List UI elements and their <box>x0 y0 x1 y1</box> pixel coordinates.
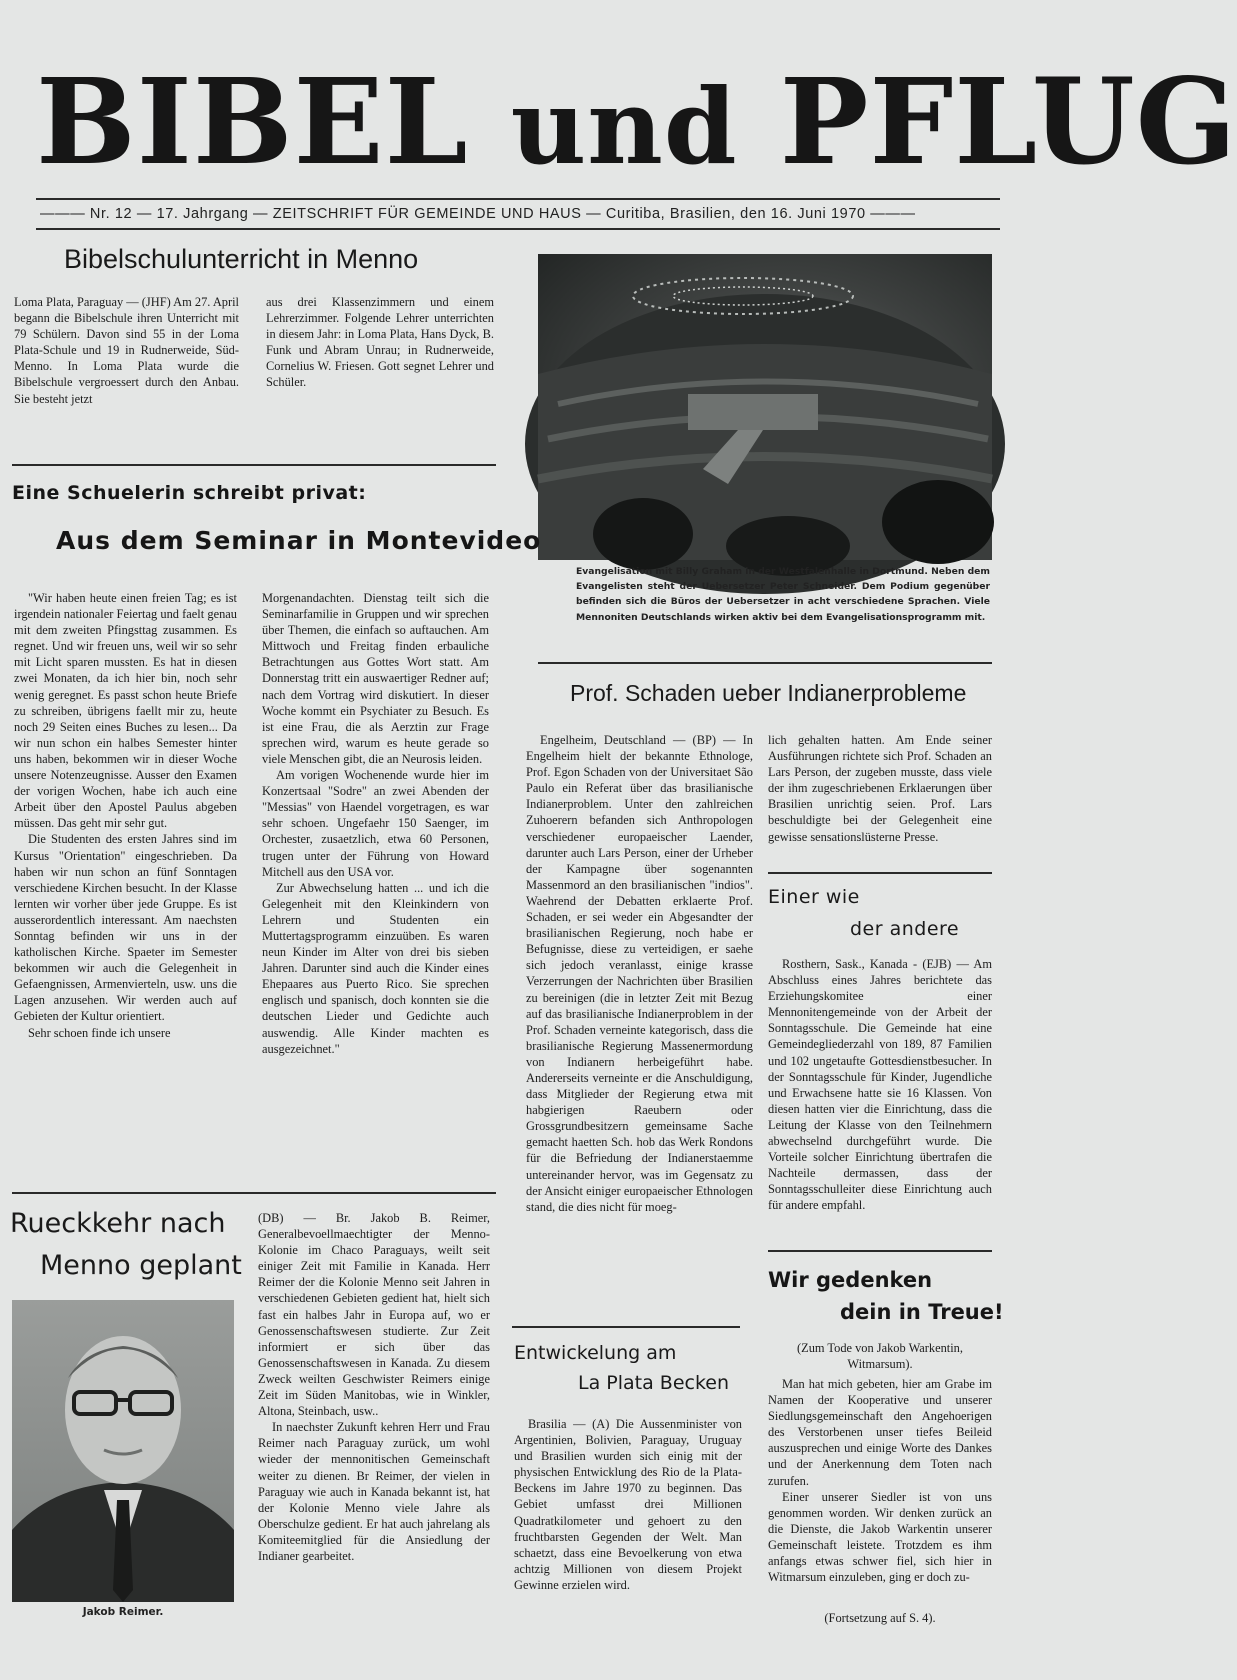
bibelschule-column-2 <box>266 294 494 391</box>
schaden-column-1 <box>526 732 753 1215</box>
laplata-text: Brasilia — (A) Die Aussenminister von Argentinien, Bolivien, Paraguay, Uruguay und Brasilien wurden sich einig mit der physischen Entwicklung des Rio de la Plata-Beckens im Jahre 1970 zu beginnen. Das Gebiet umfasst drei Millionen Quadratkilometer und gehoert zu den fruchtbarsten Gegenden der Welt. Man schaetzt, dass eine Bevoelkerung von etwa achtzig Millionen von diesem Projekt Gewinne erzielen wird. <box>514 1417 742 1592</box>
headline-einer-line1: Einer wie <box>768 886 860 908</box>
gedenken-subhead: (Zum Tode von Jakob Warkentin, Witmarsum). <box>797 1341 963 1372</box>
seminar-paragraph-2: Die Studenten des ersten Jahres sind im Kursus "Orientation" eingeschrieben. Da haben wir nun schon an fünf Sonntagen verschiedene Kirchen besucht. In der Klasse lernten wir vorher über jede Gruppe. Es ist ausserordentlich interessant. Am naechsten Sonntag befinden wir uns in der katholischen Kirche. Spaeter im Semester bekommen wir auch die Gelegenheit in Gefaengnissen, Armenvierteln, usw. uns die Lagen anzusehen. Wir werden auch auf Gebieten der Kultur orientiert. <box>14 832 237 1024</box>
laplata-column <box>514 1416 742 1593</box>
headline-rueckkehr-line1: Rueckkehr nach <box>10 1208 226 1239</box>
separator-caption <box>538 662 992 664</box>
photo-jakob-reimer <box>12 1300 234 1602</box>
headline-laplata-line1: Entwickelung am <box>514 1342 677 1364</box>
masthead-title-pflug: PFLUG <box>779 52 1237 191</box>
headline-laplata-line2: La Plata Becken <box>578 1372 730 1394</box>
issue-line: ——— Nr. 12 — 17. Jahrgang — ZEITSCHRIFT FÜR GEMEINDE UND HAUS — Curitiba, Brasilien, den 16. Juni 1970 ——— <box>40 206 916 222</box>
masthead-rule-top <box>36 198 1000 200</box>
headline-gedenken-line1: Wir gedenken <box>768 1268 933 1292</box>
masthead-title-bibel: BIBEL <box>36 52 469 191</box>
caption-billy-graham: Evangelisation mit Billy Graham in der Westfalenhalle in Dortmund. Neben dem Evangelisten steht der Uebersetzer Peter Schneider. Dem Podium gegenüber befinden sich die Büros der Uebersetzer in acht verschiedene Sprachen. Viele Mennoniten Deutschlands wirken aktiv bei dem Evangelisationsprogramm mit. <box>576 566 990 623</box>
headline-bibelschule: Bibelschulunterricht in Menno <box>64 244 419 274</box>
headline-schaden: Prof. Schaden ueber Indianerprobleme <box>570 680 967 706</box>
rueckkehr-paragraph-1: (DB) — Br. Jakob B. Reimer, Generalbevoellmaechtigter der Menno-Kolonie im Chaco Paraguays, weilt seit einiger Zeit mit Familie in Kanada. Herr Reimer der die Kolonie Menno seit Jahren in verschiedenen Gebieten gedient hat, hielt sich fast ein halbes Jahr in Europa auf, wo er Genossenschaftswesen studierte. Zur Zeit informiert er sich über das Genossenschaftswesen in Kanada. Zu diesem Zweck weilten Geschwister Reimers einige Zeit im Süden Manitobas, wie in Winkler, Altona, Steinbach, usw.. <box>258 1211 490 1419</box>
einer-text: Rosthern, Sask., Kanada - (EJB) — Am Abschluss eines Jahres berichtete das Erziehungskomitee einer Mennonitengemeinde von der Arbeit der Sonntagsschule. Die Gemeinde hat eine Gemeindegliederzahl von 189, 87 Familien und 102 ungetaufte Gottesdienstbesucher. In der Sonntagsschule für Kinder, Jugendliche und Erwachsene hatte sie 16 Klassen. Von diesen hatten vier die Einrichtung, dass die Leitung der Klasse von den Teilnehmern abwechselnd durchgeführt wurde. Die Vorteile solcher Einrichtung übertrafen die Nachteile dermassen, dass der Sonntagsschulleiter diese Einrichtung auch für andere empfahl. <box>768 957 992 1213</box>
headline-einer-line2: der andere <box>850 918 960 940</box>
gedenken-continued: (Fortsetzung auf S. 4). <box>824 1611 936 1625</box>
bibelschule-text-2: aus drei Klassenzimmern und einem Lehrerzimmer. Folgende Lehrer unterrichten in diesem Jahr: in Loma Plata, Hans Dyck, B. Funk und Abram Unrau; in Rudnerweide, Cornelius W. Friesen. Gott segnet Lehrer und Schüler. <box>266 295 494 390</box>
separator-bibelschule <box>12 464 496 466</box>
masthead-title <box>36 52 1237 191</box>
kicker-seminar: Eine Schuelerin schreibt privat: <box>12 482 367 504</box>
seminar-paragraph-4: Morgenandachten. Dienstag teilt sich die Seminarfamilie in Gruppen und wir sprechen über Themen, die einfach so auftauchen. Am Mittwoch und Freitag finden erbauliche Betrachtungen aus Gottes Wort statt. Am Donnerstag tritt ein auswaertiger Redner auf; nach dem Vortrag wird diskutiert. In dieser Woche kommt ein Psychiater zu Besuch. Es ist eine Frau, die als Aerztin zur Frage sprechen wird, warum es heute gerade so viele Menschen gibt, die an Neurosis leiden. <box>262 591 489 766</box>
gedenken-column <box>768 1376 992 1585</box>
photo-billy-graham-hall <box>538 254 992 560</box>
separator-schaden <box>768 872 992 874</box>
rueckkehr-paragraph-2: In naechster Zukunft kehren Herr und Frau Reimer nach Paraguay zurück, um wohl wieder der mennonitischen Gemeinschaft weiter zu dienen. Br Reimer, der vielen in Paraguay wie auch in Kanada bekannt ist, hat der Kolonie Menno viele Jahre als Oberschulze gedient. Er hat auch jahrelang als Komiteemitglied für die Ansiedlung der Indianer gearbeitet. <box>258 1420 490 1563</box>
schaden-text-1: Engelheim, Deutschland — (BP) — In Engelheim hielt der bekannte Ethnologe, Prof. Egon Schaden von der Universitaet São Paulo ein Referat über das brasilianische Indianerproblem. Unter den zahlreichen Zuhoerern befanden sich Anthropologen verschiedener europaeischer Laender, darunter auch Lars Person, einer der Urheber der Kampagne über sogenannten Massenmord an den brasilianischen "indios". Waehrend der Debatten erklaerte Prof. Schaden, er sei weder ein Abgesandter der brasilianischen Regierung, noch habe er Befugnisse, diese zu verteidigen, er saehe sich jedoch veranlasst, einige krasse Verzerrungen der Nachrichten über Brasilien zu bereinigen (die in letzter Zeit mit Bezug auf das brasilianische Indianerproblem in der Prof. Schaden verneinte kategorisch, dass die brasilianische Regierung Massenermordung von Indianern herbeigeführt habe. Andererseits verneinte er die Anschuldigung, dass Mitglieder der Regierung etwa mit habgierigen Raeubern oder Grossgrundbesitzern gemeinsame Sache gemacht haetten Sch. hob das Werk Rondons für die Befriedung der Indianerstaemme untereinander hervor, was im Gegensatz zu der Ansicht einiger europaeischer Ethnologen stand, die dies nicht für moeg- <box>526 733 753 1214</box>
schaden-text-2: lich gehalten hatten. Am Ende seiner Ausführungen richtete sich Prof. Schaden an Lars Person, der zugeben musste, dass viele der ihm zugeschriebenen Erklaerungen über Brasilien unrichtig seien. Prof. Lars beschuldigte bei der Gelegenheit eine gewisse sensationslüsterne Presse. <box>768 733 992 844</box>
seminar-column-1 <box>14 590 237 1041</box>
bibelschule-column-1 <box>14 294 239 407</box>
rueckkehr-column <box>258 1210 490 1564</box>
einer-column <box>768 956 992 1214</box>
separator-laplata <box>512 1326 740 1328</box>
schaden-column-2 <box>768 732 992 845</box>
seminar-paragraph-5: Am vorigen Wochenende wurde hier im Konzertsaal "Sodre" an zwei Abenden der "Messias" von Haendel vorgetragen, es war sehr schoen. Ungefaehr 150 Saenger, im Orchester, zusaetzlich, etwa 60 Personen, trugen unter der Führung von Howard Mitchell aus den USA vor. <box>262 768 489 879</box>
bibelschule-text-1: Loma Plata, Paraguay — (JHF) Am 27. April begann die Bibelschule ihren Unterricht mit 79 Schülern. Davon sind 55 in der Loma Plata-Schule und 19 in Rudnerweide, Süd-Menno. In Loma Plata wurde die Bibelschule vergroessert durch den Anbau. Sie besteht jetzt <box>14 295 239 406</box>
photo-hall-graphic <box>538 254 992 560</box>
seminar-paragraph-1: "Wir haben heute einen freien Tag; es ist irgendein nationaler Feiertag und faelt genau mit dem zweiten Pfingsttag zusammen. Es regnet. Und wir freuen uns, weil wir so sehr mit Licht sparen mussten. Es hat in diesen zwei Monaten, da ich hier bin, noch sehr wenig geregnet. Es passt schon heute Briefe zu schreiben, übrigens faellt mir zu, heute noch 29 Seiten eines Buches zu lesen... Da wir nun schon ein halbes Semester hinter uns haben, bekommen wir in dieser Woche unsere Notenzeugnisse. Ausser den Examen der vorigen Wochen, habe ich auch eine Arbeit über den Apostel Paulus abgeben müssen. Das geht mir sehr gut. <box>14 591 237 831</box>
headline-seminar: Aus dem Seminar in Montevideo <box>56 526 542 555</box>
gedenken-paragraph-1: Man hat mich gebeten, hier am Grabe im Namen der Kooperative und unserer Siedlungsgemeinschaft den Angehoerigen des Verstorbenen unser tiefes Beileid auszusprechen und einige Worte des Dankes und der Anerkennung dem Toten nach zurufen. <box>768 1377 992 1488</box>
masthead-rule-bottom <box>36 228 1000 230</box>
masthead-title-und: und <box>510 65 738 188</box>
separator-einer <box>768 1250 992 1252</box>
separator-seminar <box>12 1192 496 1194</box>
caption-jakob-reimer: Jakob Reimer. <box>82 1606 164 1618</box>
headline-gedenken-line2: dein in Treue! <box>840 1300 1004 1324</box>
portrait-graphic <box>12 1300 234 1602</box>
seminar-paragraph-6: Zur Abwechselung hatten ... und ich die Gelegenheit mit den Kleinkindern von Lehrern und Studenten ein Muttertagsprogramm einzuüben. Es waren neun Kinder im Alter von drei bis sieben Jahren. Darunter sind auch die Kinder eines Ehepaares aus Puerto Rico. Sie sprechen englisch und spanisch, doch konnten sie die deutschen Lieder und Gedichte auch auswendig. Alle Kinder machten es ausgezeichnet." <box>262 880 489 1056</box>
seminar-paragraph-3: Sehr schoen finde ich unsere <box>28 1025 171 1040</box>
gedenken-paragraph-2: Einer unserer Siedler ist von uns genommen worden. Wir denken zurück an die Dienste, die Jakob Warkentin unserer Gemeinschaft leistete. Trotzdem es ihm anfangs etwas schwer fiel, sich hier in Witmarsum einzuleben, ging er doch zu- <box>768 1489 992 1585</box>
seminar-column-2 <box>262 590 489 1057</box>
headline-rueckkehr-line2: Menno geplant <box>40 1250 242 1281</box>
